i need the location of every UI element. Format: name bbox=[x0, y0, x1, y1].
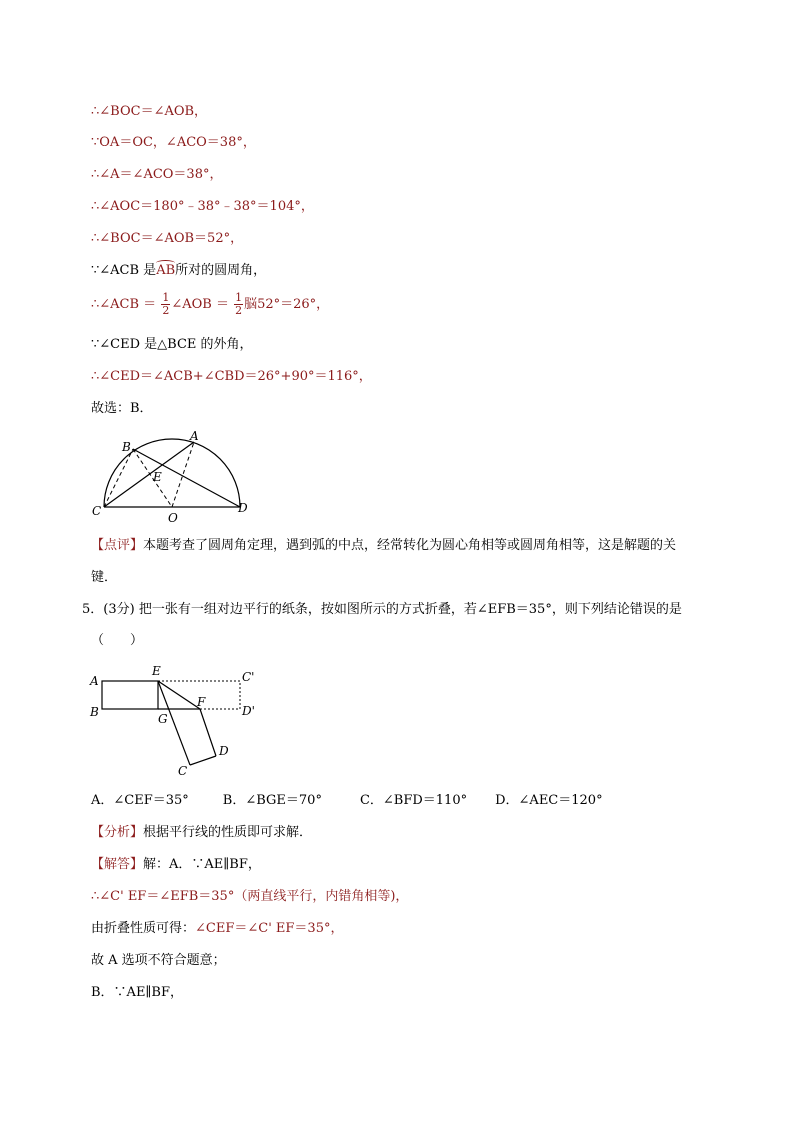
answer-line-4: 故 A 选项不符合题意； bbox=[91, 953, 226, 968]
question-5-paren: （ ） bbox=[91, 633, 144, 648]
option-d: D．∠AEC＝120° bbox=[495, 793, 603, 808]
solution-line-7-a: ∴∠ACB ＝ bbox=[91, 297, 157, 312]
analysis-line bbox=[91, 825, 312, 841]
answer-text-1: 解：A．∵AE∥BF， bbox=[143, 857, 261, 872]
solution-line-8: ∵∠CED 是△BCE 的外角， bbox=[91, 337, 253, 352]
analysis-text: 根据平行线的性质即可求解． bbox=[143, 825, 313, 840]
solution-line-6-post: 所对的圆周角， bbox=[175, 263, 267, 278]
solution-line-7-b: ∠AOB ＝ bbox=[171, 297, 229, 312]
solution-line-9: ∴∠CED＝∠ACB+∠CBD＝26°+90°＝116°， bbox=[91, 369, 372, 384]
label-C: C bbox=[92, 504, 102, 518]
answer-line-2: ∴∠C' EF＝∠EFB＝35°（两直线平行，内错角相等)， bbox=[91, 889, 409, 904]
label-E: E bbox=[153, 470, 162, 484]
comment-tag: 【点评】 bbox=[91, 538, 144, 553]
folded-strip-diagram bbox=[86, 660, 266, 780]
arc-ab: AB bbox=[156, 263, 176, 278]
comment-line-1 bbox=[91, 538, 676, 554]
label-E2: E bbox=[152, 664, 161, 678]
label-O: O bbox=[168, 511, 178, 525]
answer-line-1 bbox=[91, 857, 261, 873]
label-F2: F bbox=[197, 695, 206, 709]
fraction-half-2: $\frac{1}{2}$ bbox=[235, 291, 243, 317]
label-Dprime: D' bbox=[242, 704, 255, 718]
answer-text-3-pre: 由折叠性质可得： bbox=[91, 921, 196, 936]
solution-line-10: 故选：B． bbox=[91, 401, 153, 416]
solution-line-1: ∴∠BOC＝∠AOB， bbox=[91, 104, 208, 119]
label-G2: G bbox=[158, 712, 168, 726]
figure-folded-strip bbox=[86, 660, 266, 780]
answer-line-3 bbox=[91, 921, 343, 937]
comment-text-1: 本题考查了圆周角定理，遇到弧的中点，经常转化为圆心角相等或圆周角相等，这是解题的关 bbox=[143, 538, 677, 553]
label-A2: A bbox=[90, 674, 99, 688]
label-B: B bbox=[122, 440, 131, 454]
analysis-tag: 【分析】 bbox=[91, 825, 144, 840]
label-C2: C bbox=[178, 764, 188, 778]
options-row bbox=[91, 793, 603, 809]
solution-line-2: ∵OA＝OC，∠ACO＝38°， bbox=[91, 135, 256, 150]
option-c: C．∠BFD＝110° bbox=[359, 793, 468, 808]
answer-line-5: B．∵AE∥BF， bbox=[91, 985, 184, 1000]
label-B2: B bbox=[90, 705, 99, 719]
solution-line-5: ∴∠BOC＝∠AOB＝52°， bbox=[91, 231, 244, 246]
solution-line-3: ∴∠A＝∠ACO＝38°， bbox=[91, 167, 223, 182]
semicircle-diagram bbox=[88, 425, 258, 525]
label-D2: D bbox=[219, 744, 229, 758]
answer-text-3: ∠CEF＝∠C' EF＝35°， bbox=[195, 921, 344, 936]
solution-line-7 bbox=[91, 292, 329, 317]
label-D: D bbox=[238, 501, 248, 515]
option-b: B．∠BGE＝70° bbox=[222, 793, 322, 808]
option-a: A．∠CEF＝35° bbox=[91, 793, 189, 808]
figure-semicircle bbox=[88, 425, 258, 525]
comment-line-2: 键． bbox=[91, 570, 118, 585]
fraction-half-1: $\frac{1}{2}$ bbox=[162, 291, 170, 317]
answer-tag: 【解答】 bbox=[91, 857, 144, 872]
solution-line-6 bbox=[91, 263, 266, 279]
question-5-stem: 5．(3分) 把一张有一组对边平行的纸条，按如图所示的方式折叠，若∠EFB＝35°，则下列结论错误的是 bbox=[82, 602, 682, 617]
label-Cprime: C' bbox=[242, 670, 255, 684]
solution-line-4: ∴∠AOC＝180°﹣38°﹣38°＝104°， bbox=[91, 199, 314, 214]
solution-line-6-pre: ∵∠ACB 是 bbox=[91, 263, 157, 278]
solution-line-7-c: 脳52°＝26°， bbox=[244, 297, 330, 312]
label-A: A bbox=[190, 429, 199, 443]
